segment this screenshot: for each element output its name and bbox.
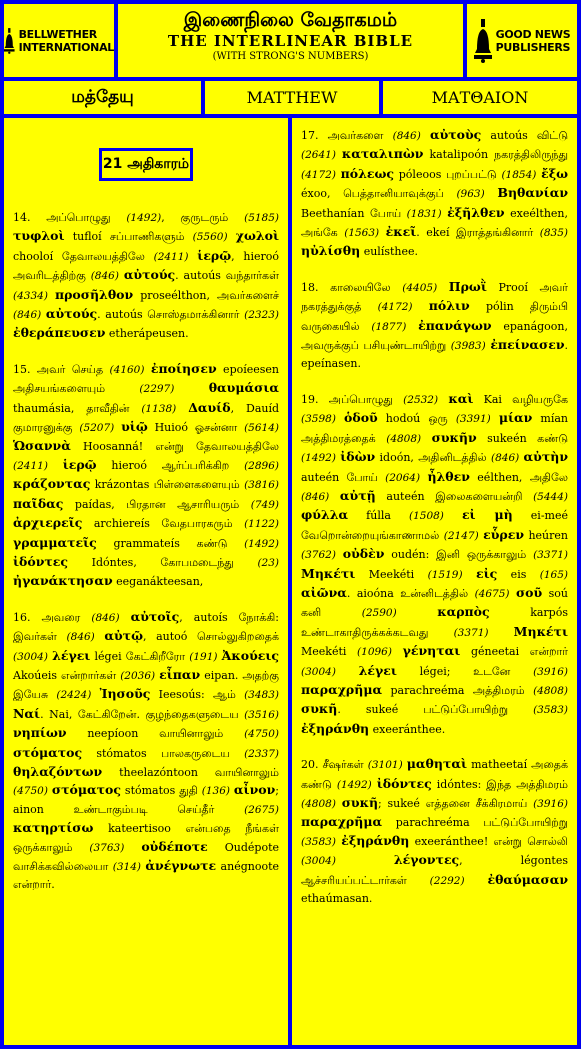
verse-text: 16. அவரை (13, 610, 92, 624)
title-block (118, 4, 463, 77)
strongs-number: (3916) (533, 665, 568, 678)
verse-text (465, 874, 488, 887)
verse-text: . (337, 703, 341, 717)
verse-text: Huioó ஓசன்னா (147, 421, 245, 435)
verse-text: epanágoon, அவருக்குப் பசியுண்டாயிற்று (301, 319, 568, 353)
verse-paragraph (13, 360, 279, 591)
verse-text: parachreéma அத்திமரம் (382, 683, 534, 697)
strongs-number: (3983) (450, 340, 486, 353)
strongs-number: (2641) (301, 149, 336, 162)
verse-text: idóntes: இந்த அத்திமரம் (431, 777, 568, 791)
strongs-number: (314) (112, 861, 141, 873)
title-subtitle: (WITH STRONG'S NUMBERS) (212, 51, 369, 62)
verse-paragraph (301, 390, 568, 738)
verse-text: Ieesoús: ஆம் (150, 688, 245, 702)
verse-text (336, 854, 394, 867)
greek-word: οὐδὲν (342, 546, 385, 562)
strongs-number: (2147) (443, 529, 479, 542)
greek-word: ἐθεράπευσεν (13, 325, 106, 341)
verse-text (228, 230, 236, 243)
verse-text: eeganákteesan, (112, 575, 204, 589)
verse-paragraph (301, 278, 568, 373)
verse-text: Kai வழியருகே (473, 392, 568, 406)
verse-text (95, 630, 105, 643)
strongs-number: (2590) (361, 607, 397, 620)
verse-text: 17. அவர்களை (301, 129, 393, 142)
greek-word: αἰῶνα (301, 584, 347, 600)
verse-text: Prooí அவர் நகரத்துக்குத் (301, 280, 569, 314)
verse-text: póleoos புறப்பட்டு (394, 167, 502, 181)
greek-word: πόλιν (428, 298, 470, 314)
verse-text: eélthen, அதிலே (469, 470, 568, 484)
verse-text: heúren (524, 528, 568, 542)
verse-text (444, 509, 462, 522)
strongs-number: (1831) (406, 207, 442, 220)
verse-text: Oudépote வாசிக்கவில்லையா (13, 840, 279, 873)
greek-word: ὁδοῦ (344, 410, 378, 426)
verse-text: epoíeesen அதிசயங்களையும் (13, 362, 280, 396)
strongs-number: (1854) (501, 168, 537, 181)
verse-text (463, 568, 476, 581)
verse-text: stómatos பாலகருடைய (82, 746, 245, 760)
verse-text: Akoúeis என்றார்கள் (13, 668, 121, 682)
greek-word: εὗρεν (483, 526, 524, 542)
bell-icon (474, 19, 492, 63)
verse-text: légei கேட்கிறீரோ (90, 649, 190, 663)
verse-text (124, 841, 141, 854)
greek-word: παῖδας (13, 495, 64, 511)
verse-text: , autoís நோக்கி: இவர்கள் (13, 610, 279, 644)
greek-word: Ἰησοῦς (99, 686, 151, 702)
verse-text: proseélthon, அவர்களைச் (133, 288, 279, 302)
book-name-tamil: மத்தேயு (4, 81, 201, 114)
greek-word: εἶπαν (159, 666, 201, 682)
verse-text (329, 490, 340, 503)
verse-text: soú கனி (301, 586, 568, 620)
greek-word: χωλοὶ (235, 228, 279, 244)
greek-word: αὐτούς (123, 267, 176, 283)
verse-text: ei-meé வேறொன்றையுங்காணாமல் (301, 509, 568, 542)
verse-text: tufloí சப்பாணிகளும் (64, 230, 193, 244)
bellwether-logo (4, 4, 114, 77)
greek-word: συκῆν (431, 429, 477, 445)
title-english: THE INTERLINEAR BIBLE (167, 32, 414, 50)
greek-word: Πρωῒ (448, 278, 487, 294)
strongs-number: (4808) (386, 432, 422, 445)
logo-left-line2: INTERNATIONAL (18, 40, 114, 54)
verse-text: . autoús சொஸ்தமாக்கினார் (97, 308, 245, 322)
verse-text (174, 382, 208, 395)
greek-word: ἰδὼν (340, 449, 376, 465)
strongs-number: (4160) (109, 363, 145, 376)
greek-word: ἠγανάκτησαν (13, 573, 113, 589)
greek-word: ἦλθεν (427, 468, 470, 484)
verse-text: karpós உண்டாகாதிருக்கக்கடவது (301, 606, 568, 639)
logo-left-line1: BELLWETHER (18, 27, 97, 41)
verse-text: exeélthen, அங்கே (301, 206, 568, 240)
greek-word: λέγει (52, 647, 91, 663)
greek-word: ἐπανάγων (418, 317, 492, 333)
verse-text (421, 432, 432, 445)
verse-text (176, 402, 188, 415)
strongs-number: (2323) (244, 309, 280, 322)
strongs-number: (846) (90, 270, 119, 283)
verse-text: , குருடரும் (161, 211, 245, 224)
logo-right-line1: GOOD NEWS (495, 27, 571, 41)
strongs-number: (5207) (79, 422, 115, 435)
strongs-number: (5614) (244, 422, 279, 435)
strongs-number: (2411) (153, 250, 189, 263)
bell-icon (4, 19, 15, 63)
verse-text (397, 606, 438, 619)
verse-text (189, 250, 198, 263)
right-column (292, 118, 577, 1045)
verse-text (406, 320, 418, 333)
strongs-number: (3916) (533, 798, 568, 810)
strongs-number: (1096) (357, 646, 392, 659)
strongs-number: (165) (539, 568, 569, 581)
greek-word: ἀρχιερεῖς (13, 515, 83, 531)
verse-text (48, 289, 55, 302)
strongs-number: (1122) (244, 518, 279, 531)
verse-text: . aioóna உன்னிடத்தில் (346, 586, 475, 600)
greek-word: Ὡσαννὰ (13, 438, 71, 454)
greek-word: πόλεως (340, 165, 395, 181)
verse-text (489, 626, 514, 639)
strongs-number: (4675) (474, 587, 510, 600)
verse-text: , hieroó அவரிடத்திற்கு (13, 249, 280, 283)
strongs-number: (1492) (301, 452, 336, 465)
verse-text: sukeén கண்டு (476, 431, 569, 445)
verse-text: stómatos துதி (120, 784, 202, 798)
verse-text: oudén: இனி ஒருக்காலும் (384, 548, 534, 562)
verse-text: . ekeí இராத்தங்கினார் (416, 226, 540, 240)
greek-word: παραχρῆμα (301, 681, 383, 697)
greek-word: Δαυίδ (188, 399, 231, 415)
verse-text: éxoo, பெத்தானியாவுக்குப் (301, 187, 457, 201)
strongs-number: (2424) (56, 689, 92, 702)
good-news-logo (467, 4, 577, 77)
verse-text: 20. சீஷர்கள் (301, 758, 368, 772)
verse-text: Meekéti (355, 567, 428, 581)
strongs-number: (2337) (244, 747, 279, 760)
greek-word: τυφλοὶ (13, 228, 65, 244)
verse-text: mían அத்திமரத்தைக் (301, 412, 569, 445)
greek-word: σοῦ (515, 584, 543, 600)
greek-word: ἐξηράνθη (301, 720, 370, 736)
verse-text: 14. அப்பொழுது (13, 211, 127, 224)
greek-word: λέγοντες (393, 852, 460, 868)
verse-text: eipan. அதற்கு இயேசு (13, 668, 279, 702)
logo-right-line2: PUBLISHERS (495, 40, 571, 54)
greek-word: στόματος (51, 782, 121, 798)
strongs-number: (846) (490, 452, 520, 465)
verse-text: Hoosanná! என்று தேவாலயத்திலே (70, 440, 279, 454)
strongs-number: (3004) (301, 665, 336, 678)
strongs-number: (3004) (13, 650, 48, 663)
strongs-number: (1877) (371, 320, 407, 333)
greek-word: ἰδόντες (376, 775, 432, 791)
verse-text: . Nai, கேட்கிறேன். குழந்தைகளுடைய (40, 707, 245, 721)
verse-paragraph (301, 126, 568, 261)
verse-text: géneetai என்றார் (460, 645, 568, 659)
verse-text (120, 611, 131, 624)
greek-word: καὶ (448, 390, 474, 406)
strongs-number: (3483) (244, 689, 279, 702)
strongs-number: (4808) (533, 684, 568, 697)
greek-word: ἰδόντες (13, 553, 69, 569)
left-column (4, 118, 288, 1045)
strongs-number: (1138) (141, 402, 177, 415)
strongs-number: (963) (456, 188, 485, 201)
verse-text: idoón, அதினிடத்தில் (375, 451, 491, 465)
verse-text: chooloí தேவாலயத்திலே (13, 249, 154, 263)
verse-text: pólin திரும்பி வருகையில் (301, 300, 569, 333)
verse-text: archiereís வேதபாரகரும் (82, 517, 245, 531)
greek-word: Μηκέτι (513, 623, 568, 639)
verse-text (91, 688, 99, 701)
verse-text: neepíoon வாயினாலும் (66, 727, 245, 741)
strongs-number: (3763) (89, 841, 125, 854)
strongs-number: (3516) (244, 708, 279, 721)
verse-text: , Dauíd குமாரனுக்கு (13, 401, 280, 435)
verse-text: hieroó ஆர்ப்பரிக்கிற (96, 458, 245, 472)
strongs-number: (3391) (455, 413, 491, 426)
greek-word: αὐτῇ (339, 487, 376, 503)
verse-text: légei; உடனே (396, 664, 534, 678)
greek-word: καρπὸς (437, 604, 490, 620)
verse-text: exeeránthee. (369, 722, 446, 736)
greek-word: υἱῷ (121, 419, 148, 435)
greek-word: γένηται (402, 643, 461, 659)
strongs-number: (23) (257, 556, 279, 569)
greek-word: λέγει (358, 662, 397, 678)
book-name-greek: ΜΑΤΘΑΙΟΝ (383, 81, 577, 114)
strongs-number: (3004) (301, 855, 336, 868)
verse-text (392, 645, 403, 658)
strongs-number: (749) (250, 498, 279, 511)
greek-word: ἐξηράνθη (341, 832, 410, 848)
greek-word: αὐτούς (45, 306, 98, 322)
greek-word: ἱερῷ (62, 456, 97, 472)
verse-text: etherápeusen. (105, 327, 189, 341)
verse-text: ; ainon உண்டாகும்படி செய்தீர் (13, 784, 279, 816)
strongs-number: (3583) (301, 835, 336, 848)
strongs-number: (2064) (385, 471, 421, 484)
greek-word: κατηρτίσω (13, 820, 94, 836)
greek-word: φύλλα (301, 507, 349, 523)
strongs-number: (1508) (408, 510, 444, 523)
strongs-number: (846) (301, 490, 330, 503)
strongs-number: (2532) (403, 393, 439, 406)
verse-text: paídas, பிரதான ஆசாரியரும் (63, 497, 251, 511)
title-tamil: இணைநிலை வேதாகமம் (183, 9, 398, 31)
strongs-number: (3371) (453, 626, 489, 639)
verse-text (336, 412, 344, 425)
verse-text: autoús விட்டு (481, 129, 569, 142)
strongs-number: (4750) (244, 728, 279, 741)
verse-text: theelazóntoon வாயினாலும் (102, 765, 279, 779)
verse-text: hodoú ஒரு (377, 412, 456, 426)
strongs-number: (2675) (244, 803, 279, 816)
strongs-number: (846) (91, 611, 120, 624)
verse-text: anégnoote என்றார். (13, 860, 280, 892)
verse-text: eulísthee. (360, 245, 419, 259)
strongs-number: (1492) (126, 212, 162, 224)
greek-word: ἐπείνασεν (490, 337, 565, 353)
strongs-number: (3816) (244, 479, 279, 492)
verse-text (491, 412, 499, 425)
greek-word: γραμματεῖς (13, 534, 97, 550)
greek-word: θηλαζόντων (13, 763, 103, 779)
strongs-number: (3598) (301, 413, 336, 426)
strongs-number: (2297) (139, 383, 175, 396)
verse-text (485, 187, 498, 200)
greek-word: θαυμάσια (208, 380, 280, 396)
greek-word: στόματος (13, 744, 83, 760)
greek-word: οὐδέποτε (141, 838, 208, 854)
verse-text (336, 548, 343, 561)
verse-text: thaumásia, தாவீதின் (13, 401, 142, 415)
verse-text: katalipoón நகரத்திலிருந்து (423, 148, 568, 162)
strongs-number: (1563) (344, 227, 380, 240)
greek-word: μαθηταὶ (406, 756, 468, 772)
greek-word: ἱερῷ (197, 247, 232, 263)
strongs-number: (2036) (120, 669, 156, 682)
greek-word: Ναί (13, 705, 41, 721)
verse-text: Idóntes, கோபமடைந்து (68, 555, 258, 569)
strongs-number: (5444) (533, 490, 568, 503)
verse-text: Beethanían போய் (301, 206, 407, 220)
strongs-number: (2411) (13, 459, 48, 472)
greek-word: ἐθαύμασαν (487, 871, 568, 887)
strongs-number: (5185) (244, 212, 280, 224)
strongs-number: (846) (392, 130, 421, 142)
greek-word: αἶνον (233, 782, 276, 798)
greek-word: ἐποίησεν (150, 360, 217, 376)
strongs-number: (4172) (377, 301, 413, 314)
verse-text (413, 300, 429, 313)
strongs-number: (5560) (192, 231, 228, 244)
strongs-number: (4172) (301, 168, 336, 181)
verse-text: parachreéma பட்டுப்போயிற்று (382, 816, 568, 830)
verse-text: kateertisoo என்பதை நீங்கள் ஒருக்காலும் (13, 822, 279, 854)
greek-word: αὐτὴν (523, 449, 568, 465)
verse-text: 18. காலையிலே (301, 280, 403, 294)
strongs-number: (846) (13, 309, 42, 322)
verse-text: auteén இலைகளையன்றி (375, 489, 534, 503)
strongs-number: (136) (201, 785, 230, 798)
greek-word: μίαν (498, 410, 533, 426)
verse-text: sukeé பட்டுப்போயிற்று (340, 703, 534, 717)
verse-text: matheetaí அதைக் கண்டு (301, 758, 569, 791)
verse-text: fúlla (348, 509, 409, 523)
greek-word: συκῆ (341, 795, 379, 810)
verse-paragraph (301, 755, 568, 907)
strongs-number: (835) (539, 227, 569, 240)
strongs-number: (191) (189, 650, 218, 663)
strongs-number: (2292) (429, 874, 465, 887)
greek-word: αὐτοῖς (130, 608, 180, 624)
verse-text: krázontas பிள்ளைகளையும் (90, 478, 245, 492)
verse-text: auteén போய் (301, 470, 386, 484)
verse-text (421, 129, 430, 142)
strongs-number: (3101) (367, 759, 403, 772)
greek-word: συκῆ (301, 701, 338, 717)
verse-text: Meekéti (301, 645, 358, 659)
verse-paragraph (13, 608, 279, 894)
verse-text: 19. அப்பொழுது (301, 392, 404, 406)
greek-word: Ἀκούεις (221, 647, 280, 663)
verse-paragraph (13, 209, 279, 343)
greek-word: αὐτοὺς (429, 127, 482, 142)
strongs-number: (4750) (13, 785, 48, 798)
greek-word: κράζοντας (13, 476, 91, 492)
verse-text (336, 665, 359, 678)
verse-text: , autoó சொல்லுகிறதைக் (143, 630, 279, 644)
book-name-english: MATTHEW (205, 81, 379, 114)
verse-text (48, 459, 63, 472)
greek-word: ἔξω (541, 165, 568, 181)
strongs-number: (3371) (533, 549, 568, 562)
verse-text: exeeránthee! என்று சொல்லி (409, 834, 569, 848)
strongs-number: (3762) (301, 549, 336, 562)
strongs-number: (4334) (13, 289, 48, 302)
greek-word: ἀνέγνωτε (145, 858, 217, 873)
greek-word: παραχρῆμα (301, 814, 383, 830)
verse-text (438, 393, 448, 406)
verse-text: . (564, 339, 569, 353)
greek-word: εἰ μὴ (461, 507, 513, 523)
strongs-number: (2896) (244, 459, 279, 472)
verse-text: epeínasen. (301, 357, 361, 371)
greek-word: καταλιπὼν (341, 146, 424, 162)
verse-text: ethaúmasan. (301, 892, 373, 906)
strongs-number: (3583) (533, 704, 568, 717)
greek-word: αὐτῷ (104, 628, 143, 644)
verse-text: grammateís கண்டு (96, 536, 245, 550)
strongs-number: (1492) (244, 537, 279, 550)
strongs-number: (846) (66, 631, 95, 644)
greek-word: εἰς (475, 565, 498, 581)
greek-word: ἐκεῖ (385, 224, 417, 240)
greek-word: Μηκέτι (301, 565, 356, 581)
strongs-number: (4808) (301, 798, 336, 810)
greek-word: ηὐλίσθη (301, 243, 361, 259)
chapter-label: 21 அதிகாரம் (99, 148, 193, 181)
verse-text: 15. அவர் செய்த (13, 362, 110, 376)
greek-word: νηπίων (13, 725, 67, 741)
strongs-number: (1519) (427, 568, 463, 581)
strongs-number: (4405) (402, 281, 438, 294)
greek-word: προσῆλθον (54, 286, 134, 302)
strongs-number: (1492) (336, 778, 372, 791)
verse-text: . autoús வந்தார்கள் (175, 269, 280, 283)
greek-word: Βηθανίαν (497, 185, 568, 201)
verse-text (437, 281, 449, 294)
greek-word: ἐξῆλθεν (447, 204, 505, 220)
verse-text: ; sukeé எத்தனை சீக்கிரமாய் (378, 797, 534, 810)
verse-text: eis (497, 567, 540, 581)
verse-text: , légontes ஆச்சரியப்பட்டார்கள் (301, 854, 568, 887)
